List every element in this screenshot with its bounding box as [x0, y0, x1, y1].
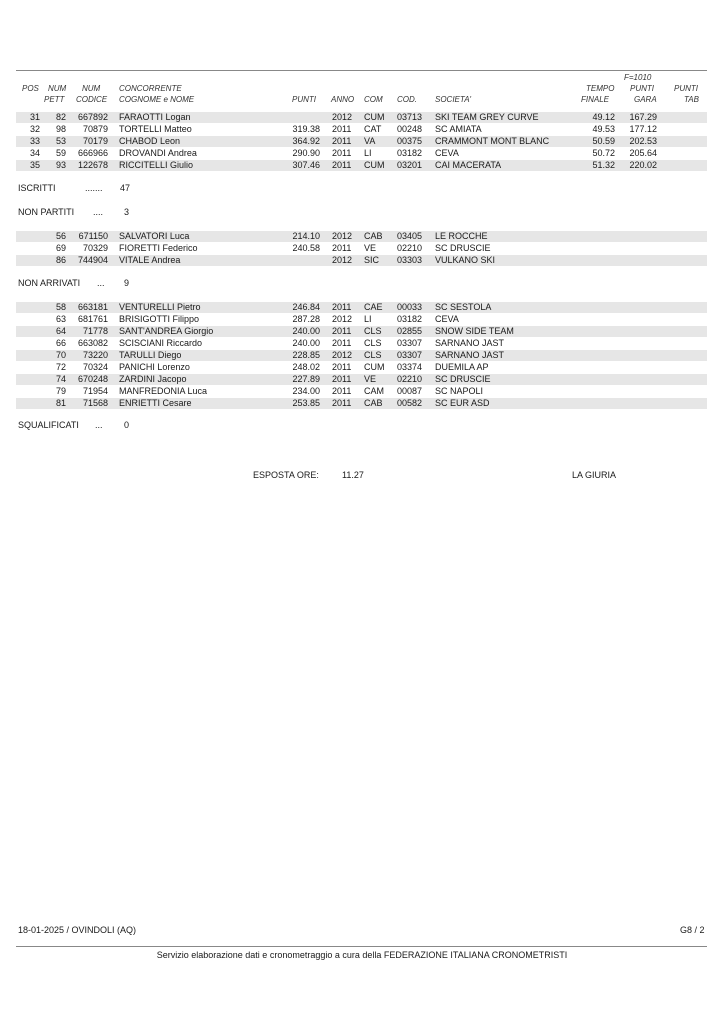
com-cell: CAE: [364, 302, 383, 312]
non-partiti-label: NON PARTITI: [18, 207, 75, 217]
codice-cell: 71568: [82, 398, 108, 408]
header-cognome-nome: COGNOME e NOME: [119, 95, 195, 104]
non-partiti-count: 3: [124, 207, 130, 217]
com-cell: CLS: [364, 338, 382, 348]
table-row: [16, 338, 707, 349]
header-f-value: F=1010: [624, 73, 652, 82]
societa-cell: SC EUR ASD: [435, 398, 490, 408]
cod-cell: 03405: [397, 231, 423, 241]
anno-cell: 2011: [332, 338, 352, 348]
com-cell: CAB: [364, 231, 383, 241]
table-row: [16, 136, 707, 147]
header-num-pett: NUM: [48, 84, 67, 93]
tempo-cell: 50.59: [592, 136, 615, 146]
cod-cell: 00582: [397, 398, 423, 408]
pos-cell: 35: [29, 160, 40, 170]
iscritti-count: 47: [120, 183, 131, 193]
non-partiti-dots: ....: [93, 207, 104, 217]
name-cell: DROVANDI Andrea: [119, 148, 197, 158]
iscritti-label: ISCRITTI: [18, 183, 56, 193]
codice-cell: 671150: [78, 231, 108, 241]
table-row: [16, 148, 707, 159]
tempo-cell: 51.32: [592, 160, 615, 170]
codice-cell: 71954: [82, 386, 108, 396]
pett-cell: 58: [55, 302, 66, 312]
table-row: [16, 350, 707, 361]
header-societa: SOCIETA': [435, 95, 472, 104]
cod-cell: 03182: [397, 148, 423, 158]
societa-cell: SC DRUSCIE: [435, 243, 491, 253]
com-cell: CUM: [364, 160, 385, 170]
name-cell: FIORETTI Federico: [119, 243, 198, 253]
footer-date-place: 18-01-2025 / OVINDOLI (AQ): [18, 925, 137, 935]
societa-cell: SC AMIATA: [435, 124, 482, 134]
cod-cell: 03201: [397, 160, 423, 170]
anno-cell: 2011: [332, 398, 352, 408]
punti-cell: 234.00: [292, 386, 320, 396]
com-cell: CAM: [364, 386, 384, 396]
punti-gara-cell: 202.53: [629, 136, 657, 146]
name-cell: SANT'ANDREA Giorgio: [119, 326, 214, 336]
com-cell: LI: [364, 314, 372, 324]
punti-cell: 240.58: [292, 243, 320, 253]
anno-cell: 2011: [332, 243, 352, 253]
non-arrivati-dots: ...: [97, 278, 105, 288]
anno-cell: 2012: [332, 350, 353, 360]
societa-cell: SC DRUSCIE: [435, 374, 491, 384]
societa-cell: CEVA: [435, 148, 459, 158]
com-cell: VE: [364, 374, 377, 384]
codice-cell: 71778: [82, 326, 108, 336]
societa-cell: DUEMILA AP: [435, 362, 489, 372]
name-cell: FARAOTTI Logan: [119, 112, 191, 122]
name-cell: RICCITELLI Giulio: [119, 160, 194, 170]
punti-cell: 290.90: [292, 148, 320, 158]
anno-cell: 2011: [332, 362, 352, 372]
pett-cell: 63: [55, 314, 66, 324]
com-cell: CLS: [364, 350, 382, 360]
societa-cell: CAI MACERATA: [435, 160, 502, 170]
anno-cell: 2011: [332, 148, 352, 158]
table-row: [16, 231, 707, 242]
cod-cell: 03713: [397, 112, 423, 122]
com-cell: VA: [364, 136, 376, 146]
squalificati-label: SQUALIFICATI: [18, 420, 79, 430]
footer-rule: [16, 946, 707, 947]
codice-cell: 663181: [77, 302, 108, 312]
header-concorrente: CONCORRENTE: [119, 84, 182, 93]
pos-cell: 34: [29, 148, 40, 158]
societa-cell: CRAMMONT MONT BLANC: [435, 136, 550, 146]
esposta-ore-label: ESPOSTA ORE:: [253, 470, 319, 480]
table-row: [16, 398, 707, 409]
anno-cell: 2011: [332, 374, 352, 384]
header-finale: FINALE: [581, 95, 610, 104]
pett-cell: 72: [55, 362, 66, 372]
header-num-codice: NUM: [82, 84, 101, 93]
com-cell: CLS: [364, 326, 382, 336]
table-row: [16, 112, 707, 123]
header-anno: ANNO: [331, 95, 355, 104]
pett-cell: 79: [55, 386, 66, 396]
anno-cell: 2011: [332, 160, 352, 170]
pett-cell: 82: [55, 112, 66, 122]
pett-cell: 69: [55, 243, 66, 253]
table-row: [16, 255, 707, 266]
pett-cell: 86: [55, 255, 66, 265]
table-row: [16, 160, 707, 171]
anno-cell: 2011: [332, 386, 352, 396]
name-cell: MANFREDONIA Luca: [119, 386, 208, 396]
header-tempo: TEMPO: [586, 84, 615, 93]
tempo-cell: 49.12: [592, 112, 615, 122]
name-cell: VITALE Andrea: [119, 255, 181, 265]
non-arrivati-count: 9: [124, 278, 130, 288]
la-giuria: LA GIURIA: [572, 470, 617, 480]
punti-cell: 228.85: [292, 350, 320, 360]
com-cell: LI: [364, 148, 372, 158]
codice-cell: 70324: [82, 362, 108, 372]
cod-cell: 00033: [397, 302, 423, 312]
iscritti-dots: .......: [85, 183, 103, 193]
punti-cell: 240.00: [292, 326, 320, 336]
punti-cell: 227.89: [292, 374, 320, 384]
societa-cell: SNOW SIDE TEAM: [435, 326, 514, 336]
societa-cell: LE ROCCHE: [435, 231, 488, 241]
non-arrivati-label: NON ARRIVATI: [18, 278, 81, 288]
name-cell: CHABOD Leon: [119, 136, 181, 146]
cod-cell: 03307: [397, 350, 423, 360]
header-punti-gara: PUNTI: [630, 84, 654, 93]
name-cell: TARULLI Diego: [119, 350, 182, 360]
codice-cell: 670248: [77, 374, 108, 384]
pett-cell: 53: [55, 136, 66, 146]
pos-cell: 33: [29, 136, 40, 146]
header-codice: CODICE: [76, 95, 108, 104]
punti-cell: 248.02: [292, 362, 320, 372]
pett-cell: 64: [55, 326, 66, 336]
societa-cell: CEVA: [435, 314, 459, 324]
top-rule: [16, 70, 707, 71]
codice-cell: 744904: [77, 255, 108, 265]
anno-cell: 2012: [332, 314, 353, 324]
pett-cell: 66: [55, 338, 66, 348]
name-cell: SCISCIANI Riccardo: [119, 338, 203, 348]
cod-cell: 03374: [397, 362, 423, 372]
pett-cell: 56: [55, 231, 66, 241]
punti-cell: 246.84: [292, 302, 320, 312]
anno-cell: 2011: [332, 302, 352, 312]
name-cell: PANICHI Lorenzo: [119, 362, 190, 372]
squalificati-count: 0: [124, 420, 130, 430]
punti-cell: 307.46: [292, 160, 320, 170]
name-cell: BRISIGOTTI Filippo: [119, 314, 200, 324]
anno-cell: 2011: [332, 124, 352, 134]
name-cell: SALVATORI Luca: [119, 231, 190, 241]
com-cell: SIC: [364, 255, 380, 265]
anno-cell: 2012: [332, 255, 353, 265]
name-cell: TORTELLI Matteo: [119, 124, 192, 134]
header-gara: GARA: [634, 95, 657, 104]
com-cell: CAT: [364, 124, 382, 134]
societa-cell: SARNANO JAST: [435, 350, 505, 360]
header-tab: TAB: [684, 95, 699, 104]
societa-cell: VULKANO SKI: [435, 255, 496, 265]
anno-cell: 2011: [332, 326, 352, 336]
pett-cell: 98: [55, 124, 66, 134]
table-row: [16, 302, 707, 313]
footer-service-note: Servizio elaborazione dati e cronometraggio a cura della FEDERAZIONE ITALIANA CRONOMETRISTI: [156, 950, 568, 960]
table-row: [16, 386, 707, 397]
table-row: [16, 326, 707, 337]
pos-cell: 31: [29, 112, 40, 122]
header-pett: PETT: [44, 95, 65, 104]
table-row: [16, 362, 707, 373]
header-punti: PUNTI: [292, 95, 316, 104]
pett-cell: 74: [55, 374, 66, 384]
name-cell: VENTURELLI Pietro: [119, 302, 201, 312]
pos-cell: 32: [29, 124, 40, 134]
anno-cell: 2012: [332, 112, 353, 122]
tempo-cell: 49.53: [592, 124, 615, 134]
anno-cell: 2012: [332, 231, 353, 241]
cod-cell: 00375: [397, 136, 423, 146]
table-row: [16, 314, 707, 325]
cod-cell: 00248: [397, 124, 423, 134]
punti-cell: 319.38: [292, 124, 320, 134]
table-row: [16, 374, 707, 385]
codice-cell: 73220: [82, 350, 108, 360]
footer-page-number: G8 / 2: [680, 925, 705, 935]
societa-cell: SC SESTOLA: [435, 302, 492, 312]
header-com: COM: [364, 95, 383, 104]
punti-cell: 287.28: [292, 314, 320, 324]
anno-cell: 2011: [332, 136, 352, 146]
societa-cell: SC NAPOLI: [435, 386, 484, 396]
pett-cell: 70: [55, 350, 66, 360]
name-cell: ENRIETTI Cesare: [119, 398, 192, 408]
codice-cell: 70179: [82, 136, 108, 146]
punti-cell: 214.10: [292, 231, 320, 241]
esposta-ore-value: 11.27: [342, 470, 364, 480]
pett-cell: 93: [55, 160, 66, 170]
cod-cell: 03182: [397, 314, 423, 324]
name-cell: ZARDINI Jacopo: [119, 374, 187, 384]
punti-cell: 364.92: [292, 136, 320, 146]
com-cell: CAB: [364, 398, 383, 408]
societa-cell: SARNANO JAST: [435, 338, 505, 348]
header-pos: POS: [22, 84, 39, 93]
table-row: [16, 243, 707, 254]
cod-cell: 02210: [397, 374, 423, 384]
punti-gara-cell: 167.29: [629, 112, 657, 122]
codice-cell: 122678: [77, 160, 108, 170]
header-punti-tab: PUNTI: [674, 84, 698, 93]
punti-cell: 240.00: [292, 338, 320, 348]
squalificati-dots: ...: [95, 420, 103, 430]
com-cell: VE: [364, 243, 377, 253]
cod-cell: 03303: [397, 255, 423, 265]
punti-cell: 253.85: [292, 398, 320, 408]
cod-cell: 03307: [397, 338, 423, 348]
codice-cell: 663082: [77, 338, 108, 348]
pett-cell: 59: [55, 148, 66, 158]
pett-cell: 81: [55, 398, 66, 408]
punti-gara-cell: 177.12: [629, 124, 657, 134]
cod-cell: 00087: [397, 386, 423, 396]
codice-cell: 681761: [77, 314, 108, 324]
codice-cell: 667892: [77, 112, 108, 122]
codice-cell: 70879: [82, 124, 108, 134]
societa-cell: SKI TEAM GREY CURVE: [435, 112, 539, 122]
cod-cell: 02855: [397, 326, 423, 336]
com-cell: CUM: [364, 112, 385, 122]
cod-cell: 02210: [397, 243, 423, 253]
codice-cell: 666966: [77, 148, 108, 158]
com-cell: CUM: [364, 362, 385, 372]
codice-cell: 70329: [82, 243, 108, 253]
punti-gara-cell: 220.02: [629, 160, 657, 170]
table-row: [16, 124, 707, 135]
header-cod: COD.: [397, 95, 417, 104]
tempo-cell: 50.72: [592, 148, 615, 158]
punti-gara-cell: 205.64: [629, 148, 657, 158]
